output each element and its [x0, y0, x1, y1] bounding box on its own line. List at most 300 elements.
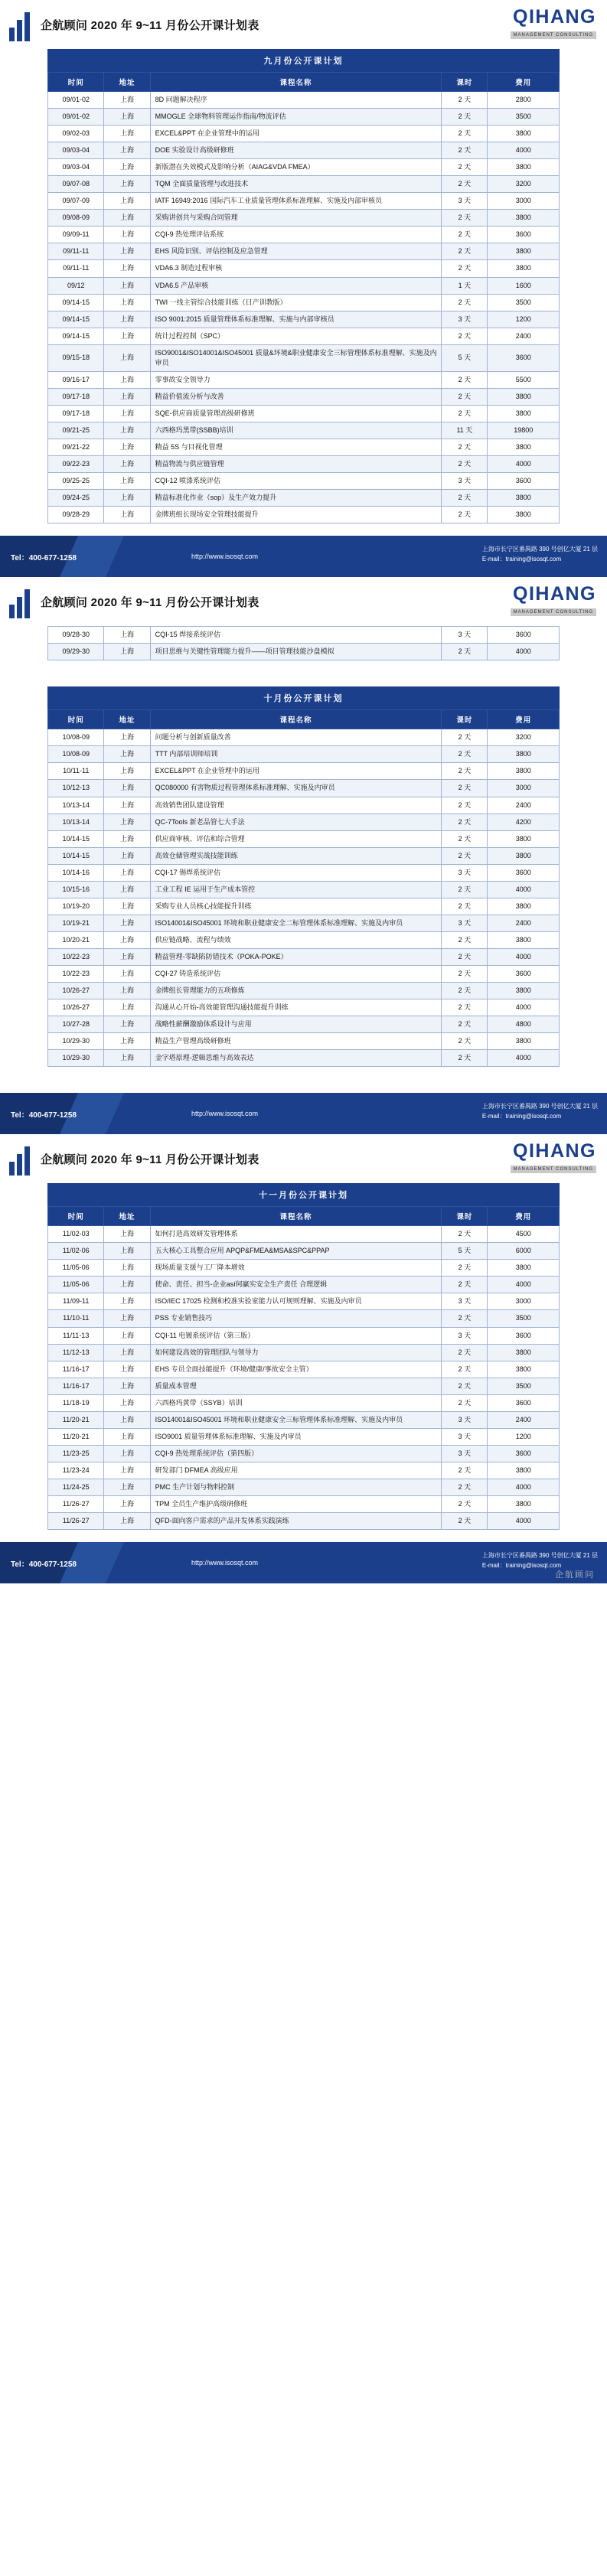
- cell-fee: 3800: [488, 507, 560, 523]
- cell-course-name: ISO14001&ISO45001 环境和职业健康安全三标管理体系标准理解、实施及内审员: [150, 1411, 442, 1428]
- cell-hours: 2 天: [442, 830, 488, 847]
- cell-place: 上海: [104, 159, 150, 176]
- cell-time: 10/14-15: [48, 847, 104, 864]
- table-row: [48, 193, 560, 210]
- cell-place: 上海: [104, 311, 150, 328]
- table-row: [48, 142, 560, 159]
- november-table-wrap: [0, 1183, 607, 1530]
- table-row: [48, 328, 560, 344]
- cell-hours: 2 天: [442, 1378, 488, 1394]
- cell-hours: 2 天: [442, 999, 488, 1016]
- cell-place: 上海: [104, 830, 150, 847]
- cell-place: 上海: [104, 490, 150, 507]
- cell-course-name: CQI-9 热处理评估系统: [150, 227, 442, 243]
- cell-time: 11/16-17: [48, 1361, 104, 1378]
- cell-fee: 3500: [488, 1378, 560, 1394]
- cell-place: 上海: [104, 1226, 150, 1243]
- cell-time: 11/16-17: [48, 1378, 104, 1394]
- footer-address: [482, 545, 598, 565]
- cell-fee: 3600: [488, 627, 560, 644]
- col-hours: 课时: [442, 1207, 488, 1226]
- cell-time: 09/21-22: [48, 439, 104, 455]
- col-course: 课程名称: [150, 710, 442, 729]
- cell-place: 上海: [104, 797, 150, 814]
- cell-course-name: PMC 生产计划与物料控制: [150, 1479, 442, 1495]
- brand-logo-3: [511, 1142, 596, 1173]
- cell-hours: 5 天: [442, 1243, 488, 1260]
- col-time: 时间: [48, 73, 104, 92]
- cell-course-name: 六西格玛黑带(SSBB)培训: [150, 422, 442, 439]
- table-row: [48, 729, 560, 746]
- brand-logo: [511, 8, 596, 39]
- cell-hours: 2 天: [442, 948, 488, 965]
- table-row: [48, 1033, 560, 1050]
- cell-hours: 2 天: [442, 1033, 488, 1050]
- cell-place: 上海: [104, 388, 150, 405]
- col-time: 时间: [48, 1207, 104, 1226]
- watermark: 企航顾问: [555, 1570, 595, 1580]
- cell-hours: 3 天: [442, 193, 488, 210]
- cell-place: 上海: [104, 948, 150, 965]
- cell-fee: 3800: [488, 931, 560, 948]
- cell-time: 09/17-18: [48, 405, 104, 422]
- table-row: [48, 881, 560, 898]
- cell-hours: 2 天: [442, 371, 488, 388]
- cell-time: 09/25-25: [48, 473, 104, 490]
- cell-time: 11/26-27: [48, 1496, 104, 1513]
- cell-place: 上海: [104, 344, 150, 371]
- brand-logo-2: [511, 585, 596, 616]
- col-course: 课程名称: [150, 73, 442, 92]
- cell-fee: 3800: [488, 847, 560, 864]
- cell-hours: 2 天: [442, 965, 488, 982]
- cell-place: 上海: [104, 507, 150, 523]
- cell-hours: 2 天: [442, 1226, 488, 1243]
- cell-time: 09/22-23: [48, 456, 104, 473]
- cell-fee: 3800: [488, 439, 560, 455]
- cell-hours: 2 天: [442, 126, 488, 142]
- cell-course-name: 精益管理-零缺陷防错技术（POKA-POKE）: [150, 948, 442, 965]
- table-row: [48, 814, 560, 830]
- cell-hours: 2 天: [442, 1050, 488, 1067]
- cell-time: 11/02-06: [48, 1243, 104, 1260]
- cell-hours: 2 天: [442, 1513, 488, 1530]
- cell-time: 11/12-13: [48, 1344, 104, 1361]
- cell-place: 上海: [104, 193, 150, 210]
- table-row: [48, 746, 560, 763]
- cell-place: 上海: [104, 1428, 150, 1445]
- cell-hours: 2 天: [442, 490, 488, 507]
- cell-place: 上海: [104, 405, 150, 422]
- cell-course-name: CQI-12 喷漆系统评估: [150, 473, 442, 490]
- cell-time: 10/19-20: [48, 898, 104, 915]
- brand-name: QIHANG: [513, 1140, 596, 1162]
- footer-tel: Tel：400-677-1258: [11, 553, 77, 562]
- cell-hours: 2 天: [442, 1394, 488, 1411]
- cell-place: 上海: [104, 142, 150, 159]
- table-body-3: [48, 1226, 560, 1530]
- page-header-3: [0, 1134, 607, 1183]
- cell-place: 上海: [104, 1016, 150, 1033]
- table-row: [48, 999, 560, 1016]
- table-row: [48, 294, 560, 311]
- cell-course-name: 精益生产管理高级研修班: [150, 1033, 442, 1050]
- footer-address-line2: E-mail：training@isosqt.com: [481, 1113, 562, 1120]
- cell-fee: 3500: [488, 109, 560, 126]
- cell-fee: 3200: [488, 729, 560, 746]
- cell-fee: 4200: [488, 814, 560, 830]
- cell-time: 10/13-14: [48, 814, 104, 830]
- cell-time: 11/10-11: [48, 1310, 104, 1327]
- cell-hours: 3 天: [442, 1411, 488, 1428]
- footer-address-line2: E-mail：training@isosqt.com: [481, 556, 562, 563]
- table-row: [48, 1445, 560, 1462]
- table-row: [48, 644, 560, 660]
- cell-time: 10/22-23: [48, 948, 104, 965]
- table-row: [48, 473, 560, 490]
- cell-time: 10/13-14: [48, 797, 104, 814]
- cell-time: 09/28-29: [48, 507, 104, 523]
- table-header-row: [48, 1207, 560, 1226]
- cell-fee: 3800: [488, 1496, 560, 1513]
- cell-place: 上海: [104, 1033, 150, 1050]
- table-row: [48, 159, 560, 176]
- cell-hours: 2 天: [442, 456, 488, 473]
- cell-place: 上海: [104, 965, 150, 982]
- cell-place: 上海: [104, 277, 150, 294]
- cell-time: 09/12: [48, 277, 104, 294]
- cell-course-name: 采购专业人员核心技能提升训练: [150, 898, 442, 915]
- cell-course-name: 沟通从心开始-高效能管理沟通技能提升训练: [150, 999, 442, 1016]
- cell-fee: 4000: [488, 999, 560, 1016]
- cell-fee: 3800: [488, 983, 560, 999]
- cell-place: 上海: [104, 1260, 150, 1277]
- logo-bars-icon: [9, 1142, 30, 1176]
- col-course: 课程名称: [150, 1207, 442, 1226]
- cell-hours: 2 天: [442, 1277, 488, 1293]
- cell-fee: 3800: [488, 763, 560, 780]
- cell-place: 上海: [104, 763, 150, 780]
- table-caption: 十一月份公开课计划: [47, 1183, 560, 1206]
- footer-address-line1: 上海市长宁区番禺路 390 号创亿大厦 21 层: [481, 1552, 598, 1560]
- cell-time: 11/20-21: [48, 1411, 104, 1428]
- cell-time: 11/09-11: [48, 1293, 104, 1310]
- cell-time: 09/03-04: [48, 159, 104, 176]
- table-row: [48, 965, 560, 982]
- cell-place: 上海: [104, 294, 150, 311]
- col-place: 地址: [104, 1207, 150, 1226]
- table-row: [48, 627, 560, 644]
- cell-hours: 2 天: [442, 931, 488, 948]
- cell-course-name: 五大核心工具整合应用 APQP&FMEA&MSA&SPC&PPAP: [150, 1243, 442, 1260]
- cell-hours: 2 天: [442, 159, 488, 176]
- cell-time: 11/20-21: [48, 1428, 104, 1445]
- cell-course-name: 精益物流与供应链管理: [150, 456, 442, 473]
- cell-course-name: 问题分析与创新质量改善: [150, 729, 442, 746]
- table-row: [48, 1496, 560, 1513]
- cell-place: 上海: [104, 92, 150, 109]
- cell-place: 上海: [104, 176, 150, 193]
- table-row: [48, 1050, 560, 1067]
- cell-course-name: ISO14001&ISO45001 环境和职业健康安全二标管理体系标准理解、实施及内审员: [150, 915, 442, 931]
- brand-name: QIHANG: [513, 6, 596, 28]
- table-body-2: [48, 729, 560, 1067]
- cell-place: 上海: [104, 227, 150, 243]
- table-row: [48, 931, 560, 948]
- cell-fee: 3800: [488, 159, 560, 176]
- cell-fee: 3800: [488, 490, 560, 507]
- cell-fee: 4000: [488, 881, 560, 898]
- col-hours: 课时: [442, 710, 488, 729]
- cell-fee: 3800: [488, 830, 560, 847]
- cell-hours: 2 天: [442, 763, 488, 780]
- cell-hours: 2 天: [442, 507, 488, 523]
- cell-time: 10/29-30: [48, 1050, 104, 1067]
- cell-course-name: CQI-15 焊接系统评估: [150, 627, 442, 644]
- cell-course-name: QC-7Tools 新老品管七大手法: [150, 814, 442, 830]
- cell-time: 10/12-13: [48, 780, 104, 797]
- cell-fee: 3000: [488, 193, 560, 210]
- footer-website[interactable]: http://www.isosqt.com: [191, 553, 259, 561]
- page-header: [0, 0, 607, 49]
- col-fee: 费用: [488, 710, 560, 729]
- cell-course-name: 高效销售团队建设管理: [150, 797, 442, 814]
- table-row: [48, 1462, 560, 1479]
- cell-time: 09/15-18: [48, 344, 104, 371]
- table-row: [48, 311, 560, 328]
- page-title-3: 企航顾问 2020 年 9~11 月份公开课计划表: [41, 1153, 259, 1166]
- cell-place: 上海: [104, 898, 150, 915]
- cell-course-name: 质量成本管理: [150, 1378, 442, 1394]
- table-row: [48, 1344, 560, 1361]
- cell-fee: 4000: [488, 142, 560, 159]
- table-row: [48, 277, 560, 294]
- cell-place: 上海: [104, 456, 150, 473]
- table-row: [48, 456, 560, 473]
- cell-fee: 3800: [488, 1344, 560, 1361]
- cell-fee: 3500: [488, 1310, 560, 1327]
- september-continued-wrap: [0, 626, 607, 660]
- cell-course-name: ISO9001&ISO14001&ISO45001 质量&环境&职业健康安全三标管理体系标准理解、实施及内审员: [150, 344, 442, 371]
- cell-fee: 5500: [488, 371, 560, 388]
- page-footer-2: [0, 1093, 607, 1134]
- october-table-wrap: [0, 686, 607, 1067]
- cell-place: 上海: [104, 1344, 150, 1361]
- cell-fee: 3200: [488, 176, 560, 193]
- cell-fee: 3800: [488, 126, 560, 142]
- cell-hours: 2 天: [442, 729, 488, 746]
- cell-hours: 2 天: [442, 1479, 488, 1495]
- cell-hours: 2 天: [442, 814, 488, 830]
- cell-course-name: VDA6.3 制造过程审核: [150, 260, 442, 277]
- table-row: [48, 439, 560, 455]
- cell-place: 上海: [104, 1496, 150, 1513]
- table-row: [48, 898, 560, 915]
- brand-tagline: MANAGEMENT CONSULTING: [511, 608, 596, 616]
- cell-hours: 2 天: [442, 294, 488, 311]
- cell-course-name: 高效仓储管理实战技能训练: [150, 847, 442, 864]
- cell-hours: 2 天: [442, 227, 488, 243]
- cell-fee: 19800: [488, 422, 560, 439]
- cell-fee: 3800: [488, 1260, 560, 1277]
- cell-fee: 3600: [488, 344, 560, 371]
- cell-hours: 2 天: [442, 1496, 488, 1513]
- cell-place: 上海: [104, 1310, 150, 1327]
- cell-hours: 2 天: [442, 388, 488, 405]
- cell-place: 上海: [104, 439, 150, 455]
- cell-time: 09/01-02: [48, 109, 104, 126]
- table-row: [48, 1226, 560, 1243]
- cell-fee: 4000: [488, 948, 560, 965]
- cell-place: 上海: [104, 915, 150, 931]
- cell-fee: 3800: [488, 1361, 560, 1378]
- table-row: [48, 864, 560, 881]
- cell-course-name: 供应商审核、评估和综合管理: [150, 830, 442, 847]
- cell-hours: 3 天: [442, 473, 488, 490]
- cell-hours: 3 天: [442, 1327, 488, 1344]
- cell-fee: 2400: [488, 328, 560, 344]
- cell-time: 10/20-21: [48, 931, 104, 948]
- cell-place: 上海: [104, 1411, 150, 1428]
- cell-course-name: ISO 9001:2015 质量管理体系标准理解、实施与内部审核员: [150, 311, 442, 328]
- cell-fee: 3000: [488, 1293, 560, 1310]
- cell-course-name: 精益价值流分析与改善: [150, 388, 442, 405]
- cell-time: 09/28-30: [48, 627, 104, 644]
- cell-time: 09/08-09: [48, 210, 104, 227]
- footer-address: [482, 1102, 598, 1122]
- cell-time: 11/23-25: [48, 1445, 104, 1462]
- table-caption: 十月份公开课计划: [47, 686, 560, 709]
- september-continued-table: [47, 626, 560, 660]
- october-schedule-table: [47, 686, 560, 1067]
- cell-course-name: EHS 风险识别、评估控制及应急管理: [150, 243, 442, 260]
- cell-time: 10/27-28: [48, 1016, 104, 1033]
- november-schedule-table: [47, 1183, 560, 1530]
- cell-time: 11/24-25: [48, 1479, 104, 1495]
- cell-time: 09/16-17: [48, 371, 104, 388]
- cell-fee: 4800: [488, 1016, 560, 1033]
- table-row: [48, 1293, 560, 1310]
- cell-hours: 3 天: [442, 627, 488, 644]
- cell-hours: 1 天: [442, 277, 488, 294]
- cell-hours: 2 天: [442, 797, 488, 814]
- cell-time: 09/17-18: [48, 388, 104, 405]
- cell-time: 10/08-09: [48, 746, 104, 763]
- cell-fee: 3800: [488, 1462, 560, 1479]
- footer-website[interactable]: http://www.isosqt.com: [191, 1559, 259, 1567]
- table-row: [48, 830, 560, 847]
- cell-place: 上海: [104, 371, 150, 388]
- cell-fee: 3600: [488, 1394, 560, 1411]
- cell-course-name: 工业工程 IE 运用于生产成本管控: [150, 881, 442, 898]
- cell-place: 上海: [104, 1394, 150, 1411]
- table-row: [48, 1394, 560, 1411]
- cell-hours: 3 天: [442, 915, 488, 931]
- cell-course-name: ISO/IEC 17025 检测和校准实验室能力认可规则理解、实施及内审员: [150, 1293, 442, 1310]
- cell-time: 10/26-27: [48, 983, 104, 999]
- table-row: [48, 1243, 560, 1260]
- page-header-2: [0, 577, 607, 626]
- table-row: [48, 763, 560, 780]
- table-row: [48, 371, 560, 388]
- table-row: [48, 797, 560, 814]
- cell-course-name: 金字塔原理-逻辑思维与高效表达: [150, 1050, 442, 1067]
- september-table-wrap: [0, 49, 607, 523]
- cell-fee: 2800: [488, 92, 560, 109]
- cell-fee: 4000: [488, 1050, 560, 1067]
- cell-fee: 1200: [488, 311, 560, 328]
- table-row: [48, 1378, 560, 1394]
- cell-course-name: 8D 问题解决程序: [150, 92, 442, 109]
- table-row: [48, 422, 560, 439]
- cell-hours: 2 天: [442, 983, 488, 999]
- cell-course-name: QFD-面向客户需求的产品开发体系实践演练: [150, 1513, 442, 1530]
- cell-hours: 2 天: [442, 1016, 488, 1033]
- cell-time: 10/26-27: [48, 999, 104, 1016]
- cell-hours: 2 天: [442, 644, 488, 660]
- table-row: [48, 260, 560, 277]
- cell-hours: 2 天: [442, 898, 488, 915]
- cell-place: 上海: [104, 746, 150, 763]
- table-row: [48, 1411, 560, 1428]
- cell-place: 上海: [104, 243, 150, 260]
- cell-place: 上海: [104, 847, 150, 864]
- table-row: [48, 1428, 560, 1445]
- cell-hours: 2 天: [442, 847, 488, 864]
- cell-course-name: CQI-11 电镀系统评估（第三版）: [150, 1327, 442, 1344]
- table-row: [48, 1016, 560, 1033]
- cell-course-name: 现场质量支援与工厂降本增效: [150, 1260, 442, 1277]
- col-time: 时间: [48, 710, 104, 729]
- footer-website[interactable]: http://www.isosqt.com: [191, 1110, 259, 1118]
- cell-hours: 2 天: [442, 142, 488, 159]
- cell-place: 上海: [104, 881, 150, 898]
- cell-place: 上海: [104, 983, 150, 999]
- cell-time: 11/26-27: [48, 1513, 104, 1530]
- table-row: [48, 948, 560, 965]
- cell-time: 09/11-11: [48, 260, 104, 277]
- cell-hours: 3 天: [442, 1445, 488, 1462]
- cell-course-name: 精益标准化作业（sop）及生产效力提升: [150, 490, 442, 507]
- cell-course-name: 统计过程控制（SPC）: [150, 328, 442, 344]
- cell-fee: 3800: [488, 260, 560, 277]
- cell-course-name: 六西格玛黄带（SSYB）培训: [150, 1394, 442, 1411]
- cell-fee: 3600: [488, 864, 560, 881]
- cell-course-name: EXCEL&PPT 在企业管理中的运用: [150, 126, 442, 142]
- cell-course-name: VDA6.5 产品审核: [150, 277, 442, 294]
- cell-course-name: EXCEL&PPT 在企业管理中的运用: [150, 763, 442, 780]
- cell-time: 10/15-16: [48, 881, 104, 898]
- cell-hours: 2 天: [442, 1260, 488, 1277]
- cell-place: 上海: [104, 473, 150, 490]
- cell-hours: 2 天: [442, 260, 488, 277]
- table-row: [48, 847, 560, 864]
- cell-time: 09/02-03: [48, 126, 104, 142]
- cell-course-name: CQI-9 热处理系统评估（第四版）: [150, 1445, 442, 1462]
- col-fee: 费用: [488, 73, 560, 92]
- table-row: [48, 344, 560, 371]
- cell-place: 上海: [104, 260, 150, 277]
- cell-place: 上海: [104, 644, 150, 660]
- logo-bars-icon: [9, 585, 30, 618]
- cell-place: 上海: [104, 1050, 150, 1067]
- cell-time: 09/11-11: [48, 243, 104, 260]
- cell-hours: 2 天: [442, 109, 488, 126]
- table-row: [48, 210, 560, 227]
- brand-tagline: MANAGEMENT CONSULTING: [511, 31, 596, 39]
- cell-fee: 2400: [488, 1411, 560, 1428]
- cell-fee: 1600: [488, 277, 560, 294]
